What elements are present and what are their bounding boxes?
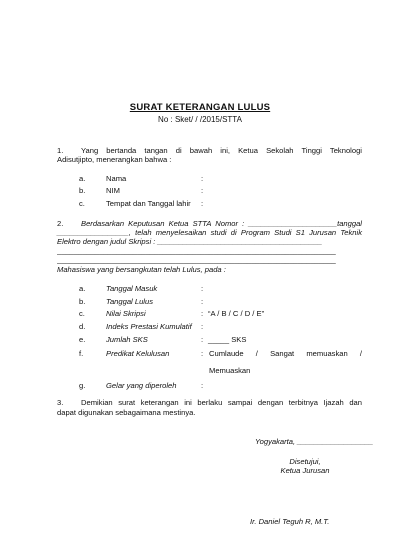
section1-item-b-label: NIM bbox=[106, 186, 120, 195]
section2-item-b-colon: : bbox=[201, 297, 204, 306]
section2-item-e-letter: e. bbox=[79, 335, 86, 344]
section1-number: 1. bbox=[57, 146, 64, 155]
section2-item-e-colon: : bbox=[201, 335, 204, 344]
section2-item-b-label: Tanggal Lulus bbox=[106, 297, 154, 306]
section1-item-b-letter: b. bbox=[79, 186, 86, 195]
section2-item-d-colon: : bbox=[201, 322, 204, 331]
section3-number: 3. bbox=[57, 398, 64, 407]
section2-item-f-label: Predikat Kelulusan bbox=[106, 349, 170, 358]
section2-item-c-value: “A / B / C / D / E” bbox=[208, 309, 265, 318]
section2-item-g-label: Gelar yang diperoleh bbox=[106, 381, 177, 390]
section2-item-a-label: Tanggal Masuk bbox=[106, 284, 158, 293]
section2-item-a-letter: a. bbox=[79, 284, 86, 293]
section1-item-c-letter: c. bbox=[79, 199, 85, 208]
section2-line3: Elektro dengan judul Skripsi : _______________________________________ bbox=[57, 237, 323, 246]
section1-item-b-colon: : bbox=[201, 186, 204, 195]
document-title: SURAT KETERANGAN LULUS bbox=[129, 102, 271, 113]
section1-item-a-colon: : bbox=[201, 174, 204, 183]
section1-item-a-letter: a. bbox=[79, 174, 86, 183]
section1-item-c-colon: : bbox=[201, 199, 204, 208]
signature-place-date: Yogyakarta, __________________ bbox=[255, 437, 374, 446]
section2-line1: Berdasarkan Keputusan Ketua STTA Nomor : _____________________tanggal bbox=[81, 219, 362, 228]
signature-name: Ir. Daniel Teguh R, M.T. bbox=[250, 517, 330, 526]
document-number: No : Sket/ / /2015/STTA bbox=[158, 115, 242, 124]
section2-item-c-label: Nilai Skripsi bbox=[106, 309, 146, 318]
section2-line4: __________________________________________________________________ bbox=[57, 246, 336, 255]
section1-item-a-label: Nama bbox=[106, 174, 127, 183]
section1-line1: Yang bertanda tangan di bawah ini, Ketua Sekolah Tinggi Teknologi bbox=[81, 146, 362, 155]
section2-item-e-value: _____ SKS bbox=[208, 335, 247, 344]
section3-line2: dapat digunakan sebagaimana mestinya. bbox=[57, 408, 196, 417]
section2-item-g-colon: : bbox=[201, 381, 204, 390]
section2-line6: Mahasiswa yang bersangkutan telah Lulus, pada : bbox=[57, 265, 226, 274]
section2-item-b-letter: b. bbox=[79, 297, 86, 306]
section2-item-a-colon: : bbox=[201, 284, 204, 293]
section2-item-g-letter: g. bbox=[79, 381, 86, 390]
signature-position: Ketua Jurusan bbox=[280, 466, 330, 475]
section2-item-f-letter: f. bbox=[79, 349, 84, 358]
section1-item-c-label: Tempat dan Tanggal lahir bbox=[106, 199, 191, 208]
section2-item-f-colon: : bbox=[201, 349, 204, 358]
signature-approved: Disetujui, bbox=[289, 457, 321, 466]
section2-number: 2. bbox=[57, 219, 64, 228]
section3-line1: Demikian surat keterangan ini berlaku sampai dengan terbitnya Ijazah dan bbox=[81, 398, 362, 407]
section2-item-f-value: Cumlaude / Sangat memuaskan / bbox=[209, 349, 362, 358]
section2-item-f-value2: Memuaskan bbox=[209, 366, 251, 375]
section2-line5: __________________________________________________________________ bbox=[57, 255, 336, 264]
section2-item-c-colon: : bbox=[201, 309, 204, 318]
section2-item-c-letter: c. bbox=[79, 309, 85, 318]
section2-item-d-letter: d. bbox=[79, 322, 86, 331]
section2-item-e-label: Jumlah SKS bbox=[106, 335, 148, 344]
section2-item-d-label: Indeks Prestasi Kumulatif bbox=[106, 322, 192, 331]
section2-line2: _________________, telah menyelesaikan studi di Program Studi S1 Jurusan Teknik bbox=[57, 228, 362, 237]
section1-line2: Adisutjipto, menerangkan bahwa : bbox=[57, 155, 172, 164]
